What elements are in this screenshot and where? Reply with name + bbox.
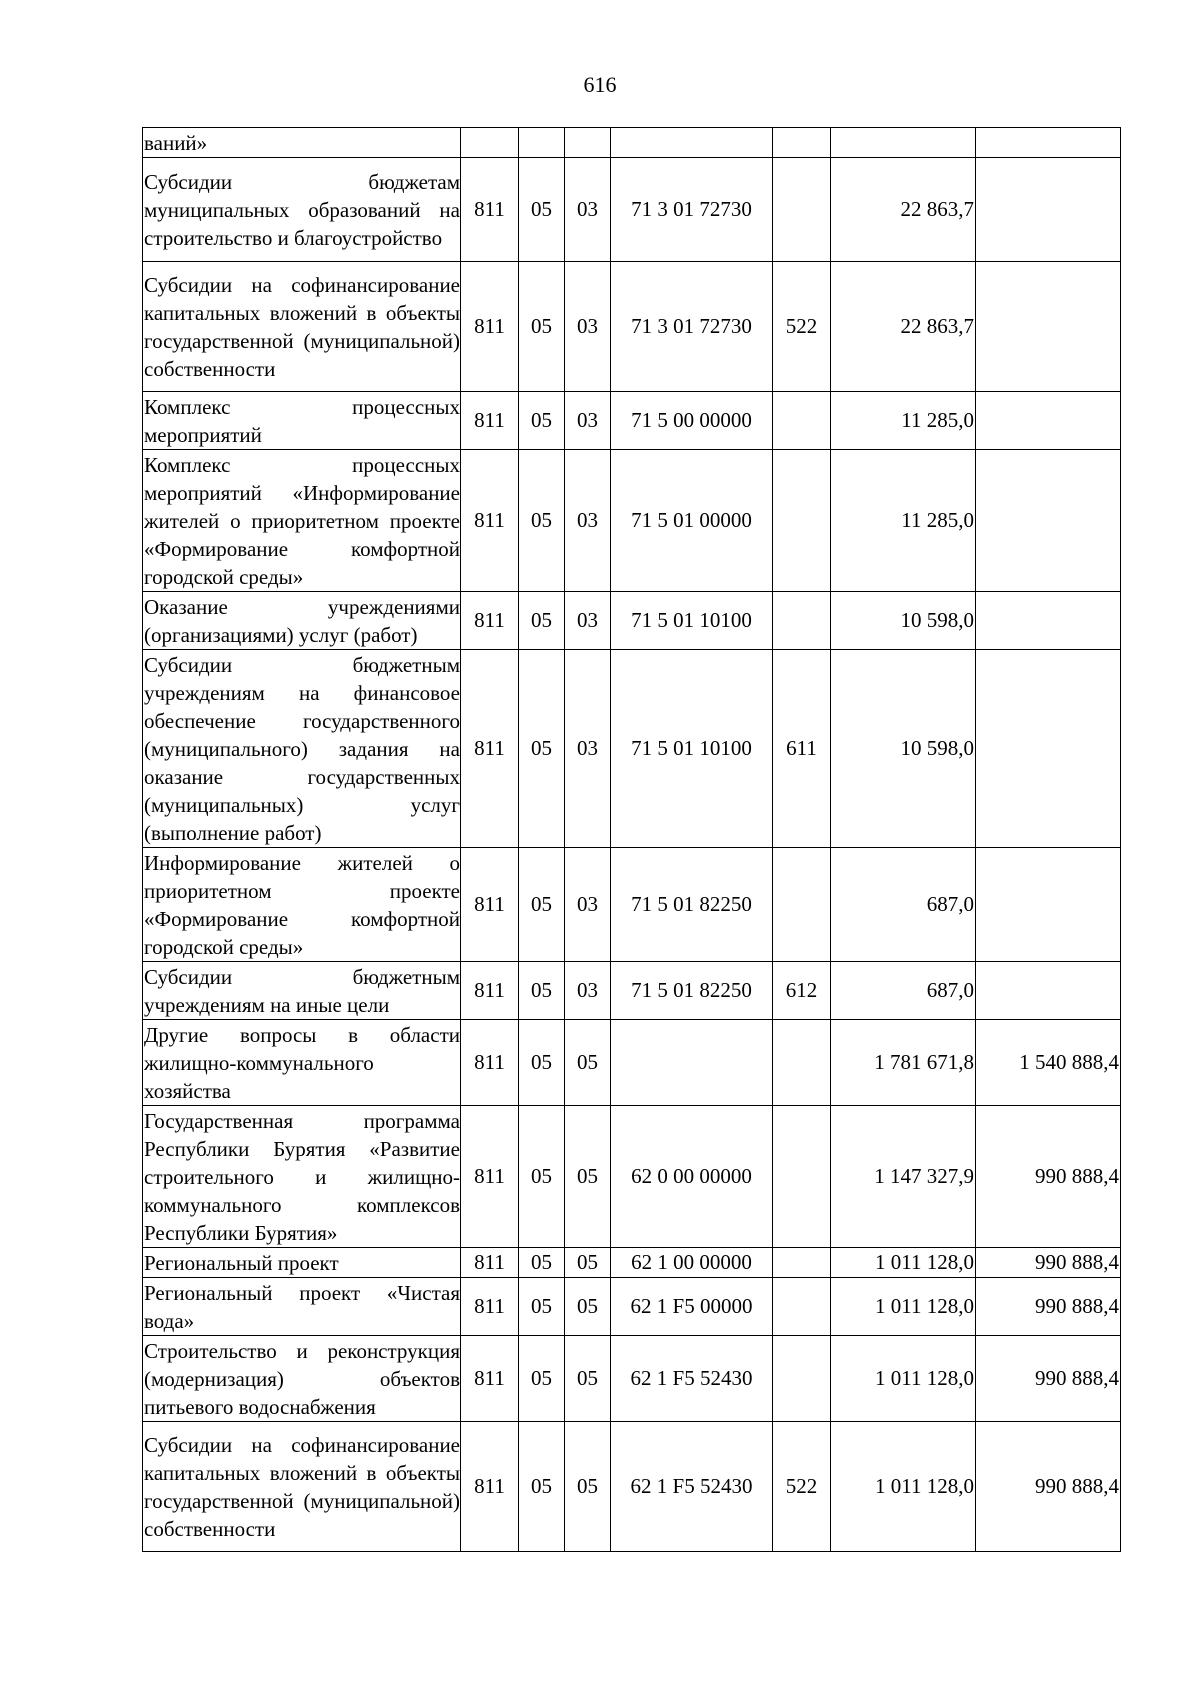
table-row (143, 1278, 1121, 1336)
table-row (143, 650, 1121, 848)
cell-vedomstvo: 811 (461, 158, 519, 262)
cell-vid-rashodov (773, 1106, 831, 1248)
cell-summa-2025: 990 888,4 (976, 1422, 1121, 1552)
cell-razdel: 05 (519, 1336, 565, 1422)
cell-summa-2024: 10 598,0 (831, 592, 976, 650)
table-row (143, 962, 1121, 1020)
cell-razdel: 05 (519, 1278, 565, 1336)
table-row (143, 1336, 1121, 1422)
cell-summa-2025: 990 888,4 (976, 1278, 1121, 1336)
row-description: Строительство и реконструкция (модернизация) объектов питьевого водоснабжения (143, 1336, 461, 1422)
cell-summa-2024: 1 011 128,0 (831, 1248, 976, 1278)
row-description: Субсидии бюджетам муниципальных образований на строительство и благоустройство (143, 158, 461, 262)
cell-razdel: 05 (519, 1020, 565, 1106)
cell-podrazdel: 03 (565, 848, 611, 962)
cell-summa-2024 (831, 128, 976, 158)
cell-celevaya-statya: 71 5 01 00000 (611, 450, 773, 592)
table-row (143, 1248, 1121, 1278)
cell-vedomstvo: 811 (461, 848, 519, 962)
cell-razdel: 05 (519, 962, 565, 1020)
cell-summa-2025 (976, 650, 1121, 848)
cell-podrazdel: 03 (565, 450, 611, 592)
cell-razdel: 05 (519, 848, 565, 962)
cell-vid-rashodov (773, 1248, 831, 1278)
cell-celevaya-statya: 71 5 01 10100 (611, 592, 773, 650)
cell-vid-rashodov (773, 1020, 831, 1106)
cell-razdel: 05 (519, 450, 565, 592)
table-row (143, 158, 1121, 262)
cell-summa-2024: 1 011 128,0 (831, 1278, 976, 1336)
table-row (143, 262, 1121, 392)
cell-razdel (519, 128, 565, 158)
cell-celevaya-statya: 62 1 F5 00000 (611, 1278, 773, 1336)
cell-podrazdel (565, 128, 611, 158)
cell-razdel: 05 (519, 592, 565, 650)
cell-vid-rashodov: 611 (773, 650, 831, 848)
cell-vedomstvo: 811 (461, 592, 519, 650)
cell-vedomstvo: 811 (461, 1106, 519, 1248)
cell-summa-2024: 687,0 (831, 848, 976, 962)
row-description: Субсидии на софинансирование капитальных вложений в объекты государственной (муниципальной) собственности (143, 1422, 461, 1552)
cell-razdel: 05 (519, 1106, 565, 1248)
cell-vedomstvo: 811 (461, 392, 519, 450)
cell-vedomstvo: 811 (461, 1278, 519, 1336)
cell-summa-2025 (976, 128, 1121, 158)
cell-vedomstvo: 811 (461, 1336, 519, 1422)
row-description: Субсидии бюджетным учреждениям на финансовое обеспечение государственного (муниципального) задания на оказание государственных (муниципальных) услуг (выполнение работ) (143, 650, 461, 848)
cell-vid-rashodov: 522 (773, 262, 831, 392)
cell-vedomstvo: 811 (461, 450, 519, 592)
cell-podrazdel: 05 (565, 1422, 611, 1552)
row-description: Региональный проект «Чистая вода» (143, 1278, 461, 1336)
cell-vid-rashodov (773, 1336, 831, 1422)
cell-summa-2025 (976, 392, 1121, 450)
cell-razdel: 05 (519, 1248, 565, 1278)
cell-summa-2025: 1 540 888,4 (976, 1020, 1121, 1106)
table-row (143, 592, 1121, 650)
table-row (143, 128, 1121, 158)
cell-razdel: 05 (519, 392, 565, 450)
cell-summa-2024: 1 011 128,0 (831, 1336, 976, 1422)
cell-podrazdel: 05 (565, 1106, 611, 1248)
cell-summa-2025 (976, 848, 1121, 962)
cell-vid-rashodov (773, 1278, 831, 1336)
row-description: Другие вопросы в области жилищно-коммунального хозяйства (143, 1020, 461, 1106)
cell-summa-2025 (976, 158, 1121, 262)
cell-podrazdel: 03 (565, 262, 611, 392)
cell-summa-2024: 687,0 (831, 962, 976, 1020)
cell-summa-2024: 22 863,7 (831, 262, 976, 392)
cell-summa-2025 (976, 592, 1121, 650)
table-row (143, 392, 1121, 450)
row-description: Оказание учреждениями (организациями) услуг (работ) (143, 592, 461, 650)
row-description: Субсидии бюджетным учреждениям на иные цели (143, 962, 461, 1020)
cell-vedomstvo: 811 (461, 962, 519, 1020)
cell-podrazdel: 05 (565, 1248, 611, 1278)
cell-razdel: 05 (519, 262, 565, 392)
cell-summa-2025: 990 888,4 (976, 1106, 1121, 1248)
cell-summa-2025: 990 888,4 (976, 1248, 1121, 1278)
cell-podrazdel: 05 (565, 1020, 611, 1106)
cell-summa-2024: 1 011 128,0 (831, 1422, 976, 1552)
row-description: Информирование жителей о приоритетном проекте «Формирование комфортной городской среды» (143, 848, 461, 962)
cell-vid-rashodov: 522 (773, 1422, 831, 1552)
cell-summa-2024: 11 285,0 (831, 450, 976, 592)
cell-summa-2024: 1 781 671,8 (831, 1020, 976, 1106)
page-number: 616 (583, 72, 617, 97)
cell-celevaya-statya (611, 1020, 773, 1106)
cell-podrazdel: 03 (565, 392, 611, 450)
cell-vid-rashodov (773, 848, 831, 962)
cell-vedomstvo: 811 (461, 1020, 519, 1106)
cell-celevaya-statya: 71 3 01 72730 (611, 158, 773, 262)
row-description: Комплекс процессных мероприятий «Информирование жителей о приоритетном проекте «Формирование комфортной городской среды» (143, 450, 461, 592)
cell-celevaya-statya: 62 1 F5 52430 (611, 1422, 773, 1552)
cell-vedomstvo: 811 (461, 1422, 519, 1552)
cell-vedomstvo: 811 (461, 262, 519, 392)
cell-celevaya-statya: 71 5 01 10100 (611, 650, 773, 848)
cell-vid-rashodov (773, 450, 831, 592)
cell-vedomstvo: 811 (461, 650, 519, 848)
cell-razdel: 05 (519, 158, 565, 262)
row-description: Комплекс процессных мероприятий (143, 392, 461, 450)
cell-celevaya-statya (611, 128, 773, 158)
cell-vid-rashodov (773, 392, 831, 450)
cell-podrazdel: 03 (565, 158, 611, 262)
cell-vedomstvo (461, 128, 519, 158)
cell-celevaya-statya: 62 1 00 00000 (611, 1248, 773, 1278)
cell-razdel: 05 (519, 1422, 565, 1552)
row-description: Государственная программа Республики Бурятия «Развитие строительного и жилищно-коммунального комплексов Республики Бурятия» (143, 1106, 461, 1248)
cell-podrazdel: 05 (565, 1336, 611, 1422)
table-row (143, 1020, 1121, 1106)
cell-vedomstvo: 811 (461, 1248, 519, 1278)
cell-celevaya-statya: 62 1 F5 52430 (611, 1336, 773, 1422)
table-row (143, 1422, 1121, 1552)
cell-vid-rashodov (773, 128, 831, 158)
cell-vid-rashodov: 612 (773, 962, 831, 1020)
row-description: ваний» (143, 128, 461, 158)
table-row (143, 1106, 1121, 1248)
cell-vid-rashodov (773, 158, 831, 262)
cell-summa-2025 (976, 450, 1121, 592)
cell-celevaya-statya: 62 0 00 00000 (611, 1106, 773, 1248)
cell-summa-2025 (976, 962, 1121, 1020)
cell-podrazdel: 03 (565, 962, 611, 1020)
budget-table-body (143, 128, 1121, 1552)
budget-table (142, 127, 1121, 1552)
cell-summa-2025: 990 888,4 (976, 1336, 1121, 1422)
cell-celevaya-statya: 71 3 01 72730 (611, 262, 773, 392)
cell-celevaya-statya: 71 5 01 82250 (611, 848, 773, 962)
cell-summa-2025 (976, 262, 1121, 392)
cell-razdel: 05 (519, 650, 565, 848)
cell-celevaya-statya: 71 5 00 00000 (611, 392, 773, 450)
cell-celevaya-statya: 71 5 01 82250 (611, 962, 773, 1020)
cell-summa-2024: 11 285,0 (831, 392, 976, 450)
row-description: Региональный проект (143, 1248, 461, 1278)
cell-podrazdel: 05 (565, 1278, 611, 1336)
cell-summa-2024: 1 147 327,9 (831, 1106, 976, 1248)
cell-vid-rashodov (773, 592, 831, 650)
cell-summa-2024: 10 598,0 (831, 650, 976, 848)
cell-summa-2024: 22 863,7 (831, 158, 976, 262)
table-row (143, 450, 1121, 592)
cell-podrazdel: 03 (565, 592, 611, 650)
cell-podrazdel: 03 (565, 650, 611, 848)
row-description: Субсидии на софинансирование капитальных вложений в объекты государственной (муниципальной) собственности (143, 262, 461, 392)
table-row (143, 848, 1121, 962)
